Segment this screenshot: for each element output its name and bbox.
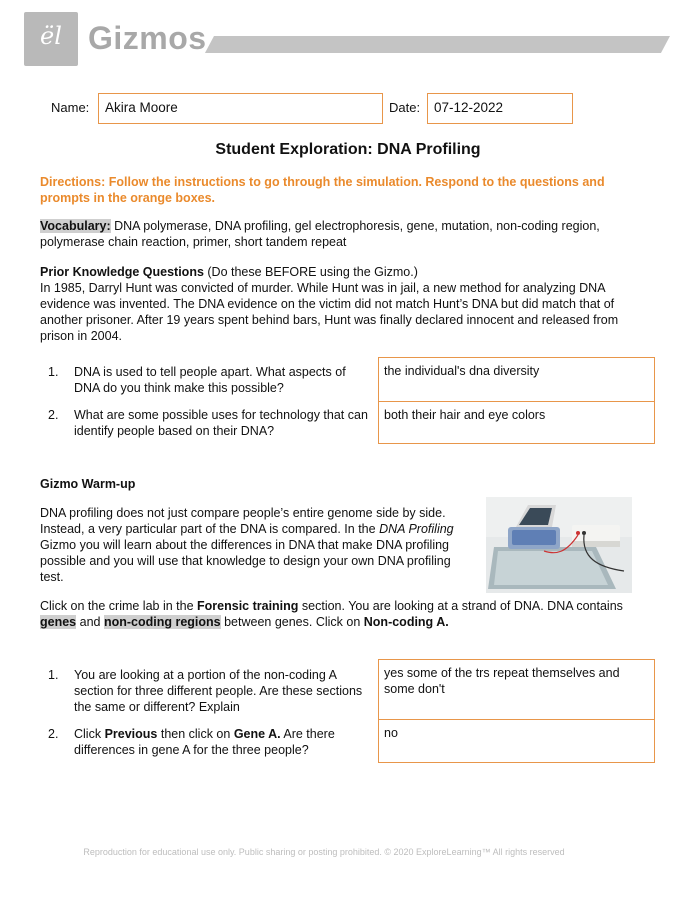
vocabulary-paragraph — [40, 218, 640, 250]
prior-knowledge-title: Prior Knowledge Questions — [40, 265, 204, 279]
name-label: Name: — [51, 100, 90, 115]
copyright-footer: Reproduction for educational use only. Public sharing or posting prohibited. © 2020 ExploreLearning™ All rights reserved — [83, 847, 565, 857]
prior-knowledge-heading — [40, 264, 640, 280]
question-text — [74, 726, 364, 758]
previous-term: Previous — [104, 727, 158, 741]
answer-box[interactable]: no — [378, 719, 655, 763]
question-text: You are looking at a portion of the non-coding A section for three different people. Are these sections the same or different? Explain — [74, 668, 363, 714]
gel-electrophoresis-photo — [486, 497, 632, 593]
prior-knowledge-note: (Do these BEFORE using the Gizmo.) — [203, 265, 418, 279]
question-fragment: then click on — [157, 727, 234, 741]
warmup-text: DNA profiling does not just compare people’s entire genome side by side. Instead, a very particular part of the DNA is compared. In the — [40, 506, 446, 536]
question-text: What are some possible uses for technology that can identify people based on their DNA? — [74, 408, 368, 438]
lab-equipment-illustration — [486, 497, 632, 593]
forensic-training-term: Forensic training — [197, 599, 299, 613]
answer-box[interactable]: yes some of the trs repeat themselves and some don't — [378, 659, 655, 719]
gene-a-term: Gene A. — [233, 727, 281, 741]
warmup-text: section. You are looking at a strand of DNA. DNA contains — [298, 599, 623, 613]
answer-box[interactable]: both their hair and eye colors — [378, 401, 655, 444]
name-field[interactable]: Akira Moore — [98, 93, 383, 124]
warmup-paragraph — [40, 505, 462, 585]
warmup-instructions — [40, 598, 640, 630]
date-field[interactable]: 07-12-2022 — [427, 93, 573, 124]
header-bar — [205, 36, 670, 53]
question-fragment: Are there differences in gene A for the three people? — [74, 727, 335, 757]
warmup-text: and — [76, 615, 104, 629]
warmup-text: Gizmo you will learn about the differences in DNA that make DNA profiling possible and you will use that knowledge to design your own DNA profiling test. — [40, 538, 451, 584]
explorelearning-logo — [24, 12, 78, 66]
prior-knowledge-paragraph: In 1985, Darryl Hunt was convicted of murder. While Hunt was in jail, a new method for analyzing DNA evidence was invented. The DNA evidence on the victim did not match Hunt’s DNA but did match that of another prisoner. After 19 years spent behind bars, Hunt was finally declared innocent and released from prison in 2004. — [40, 281, 619, 343]
question-number: 1. — [48, 668, 59, 682]
logo-glyph: ël — [40, 22, 62, 50]
warmup-text: between genes. Click on — [220, 615, 364, 629]
question-number: 2. — [48, 727, 59, 741]
question-text: DNA is used to tell people apart. What aspects of DNA do you think make this possible? — [74, 365, 346, 395]
non-coding-a-term: Non-coding A. — [363, 615, 449, 629]
genes-term: genes — [40, 615, 77, 629]
directions-text: Directions: Follow the instructions to go through the simulation. Respond to the questions and prompts in the orange boxes. — [40, 175, 605, 205]
warmup-text: Click on the crime lab in the — [40, 599, 198, 613]
brand-title: Gizmos — [88, 20, 207, 56]
non-coding-regions-term: non-coding regions — [103, 615, 221, 629]
date-label: Date: — [389, 100, 421, 115]
warmup-heading: Gizmo Warm-up — [40, 477, 136, 491]
question-fragment: Click — [74, 727, 105, 741]
vocabulary-terms: DNA polymerase, DNA profiling, gel electrophoresis, gene, mutation, non-coding region, polymerase chain reaction, primer, short tandem repeat — [40, 219, 600, 249]
warmup-italic: DNA Profiling — [379, 522, 454, 536]
answer-box[interactable]: the individual's dna diversity — [378, 357, 655, 402]
question-number: 2. — [48, 408, 59, 422]
question-number: 1. — [48, 365, 59, 379]
page-title: Student Exploration: DNA Profiling — [215, 141, 481, 158]
vocabulary-label: Vocabulary: — [40, 219, 111, 233]
